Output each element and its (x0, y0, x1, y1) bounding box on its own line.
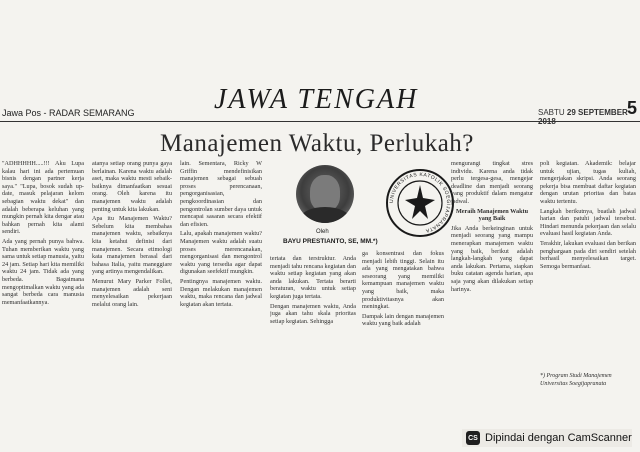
paragraph: mengurangi tingkat stres individu. Karena anda tidak perlu tergesa-gesa, mengejar deadline dan menjadi seorang yang produktif dalam mengatur jadwal. (451, 160, 533, 205)
page-number: 5 (627, 98, 638, 118)
paragraph: "ADHHHHH.....!!! Aku Lupa kalau hari ini ada pertemuan bisnis dengan partner kerja saya." "Lupa, bosok sudah up-date, masuk pelajaran kelom sebagian waktu dekat" dan adalah beberapa keluhan yang mungkin pernah kita dengar atau bahkan pernah kita alami sendiri. (2, 160, 84, 236)
paragraph: Apa itu Manajemen Waktu? Sebelum kita membahas manajemen waktu, sebaiknya kita ketahui definisi dari manajemen. Secara etimologi kata manajemen berasal dari bahasa Italia, yaitu maneggiare yang artinya mengendalikan. (92, 215, 172, 276)
author-photo (296, 165, 354, 223)
subheading: Meraih Manajemen Waktu yang Baik (455, 207, 529, 223)
issue-date-text: 29 SEPTEMBER (566, 108, 628, 117)
author-shoulders (300, 207, 350, 223)
article-column-1 (2, 160, 84, 415)
issue-date (538, 108, 640, 126)
paragraph: tertata dan terstruktur. Anda menjadi tahu rencana kegiatan dan waktu setiap kegiatan yang akan anda lakukan. Tertata berarti beraturan, waktu untuk setiap kegiatan juga tertata. (270, 255, 356, 300)
paragraph: Langkah berikutnya, buatlah jadwal harian dan patuhi jadwal tersebut. Hindari menunda pekerjaan dan selalu evaluasi hasil kegiatan Anda. (540, 207, 636, 238)
paragraph: Ada yang pernah punya bahwa. Tuhan memberikan waktu yang sama untuk setiap manusia, yaitu 24 jam. Setiap hari kita memiliki waktu 24 jam. Tidak ada yang berbeda. Bagaimana mengoptimalkan waktu yang ada sangat berbeda cara manusia memanfaatkannya. (2, 237, 84, 306)
article-column-3 (180, 160, 262, 415)
paragraph: Pentingnya manajemen waktu. Dengan melakukan manajemen waktu, maka rencana dan jadwal kegiatan akan tertata. (180, 277, 262, 308)
article-column-7 (540, 160, 636, 365)
article-column-2 (92, 160, 172, 415)
article-column-6 (451, 160, 533, 415)
paragraph: Dampak lain dengan manajemen waktu yang baik adalah (362, 312, 444, 328)
paragraph: atanya setiap orang punya gaya berlainan. Karena waktu adalah aset, maka waktu mesti sebaik-baiknya dimanfaatkan sesuai orang. Oleh karena itu manajemen waktu adalah penting untuk kita lakukan. (92, 160, 172, 213)
byline-prefix: Oleh (316, 229, 329, 235)
section-title: JAWA TENGAH (214, 84, 419, 115)
paragraph: Jika Anda berkeinginan untuk menjadi seorang yang mampu menerapkan manajemen waktu yang baik, berikut adalah langkah-langkah yang dapat anda lakukan. Pertama, siapkan buku catatan agenda harian, apa saja yang akan dilakukan setiap harinya. (451, 224, 533, 293)
article-column-4 (270, 255, 356, 415)
article-column-5 (362, 250, 444, 415)
issue-day: SABTU (538, 108, 565, 117)
paragraph: ga konsentrasi dan fokus menjadi lebih tinggi. Selain itu ada yang mengatakan bahwa seseorang yang memiliki kemampuan manajemen waktu yang baik, maka produktivitasnya akan meningkat. (362, 250, 444, 311)
article-headline: Manajemen Waktu, Perlukah? (160, 130, 474, 157)
paragraph: Dengan manajemen waktu, Anda juga akan tahu skala prioritas setiap kegiatan. Sehingga (270, 302, 356, 325)
paragraph: lain. Sementara, Ricky W Griffin mendefinisikan manajemen sebagai sebuah proses perencanaan, pengorganisasian, pengkoordinasian dan pengontrolan sumber daya untuk mencapai sasaran secara efektif dan efisien. (180, 160, 262, 228)
camscanner-icon: CS (466, 431, 480, 445)
author-face (310, 175, 340, 211)
paragraph: Terakhir, lakukan evaluasi dan berikan penghargaan pada diri sendiri setelah berhasil menyelesaikan target. Semoga bermanfaat. (540, 239, 636, 270)
paragraph: Lalu, apakah manajemen waktu? Manajemen waktu adalah suatu proses merencanakan, mengorganisasi dan mengontrol waktu yang tersedia agar dapat digunakan seefektif mungkin. (180, 230, 262, 276)
author-name: BAYU PRESTIANTO, SE, MM.*) (283, 238, 378, 245)
author-footnote: *) Program Studi Manajemen Universitas Soegijapranata (540, 373, 612, 387)
header-rule (0, 121, 640, 122)
paragraph: poli kegiatan. Akademik: belajar untuk ujian, tugas kuliah, mengerjakan skripsi. Anda seorang pekerja bisa membuat daftar kegiatan dengan urutan prioritas dan batas waktu tertentu. (540, 160, 636, 205)
paragraph: Menurut Mary Parker Follet, manajemen adalah seni menyelesaikan pekerjaan melalui orang lain. (92, 277, 172, 308)
camscanner-text: Dipindai dengan CamScanner (485, 432, 632, 444)
seal-text: UNIVERSITAS KATOLIK SOEGIJAPRANATA (388, 171, 452, 234)
camscanner-watermark (462, 429, 632, 447)
university-seal-logo (385, 168, 455, 238)
paper-section-label: Jawa Pos - RADAR SEMARANG (2, 108, 135, 118)
